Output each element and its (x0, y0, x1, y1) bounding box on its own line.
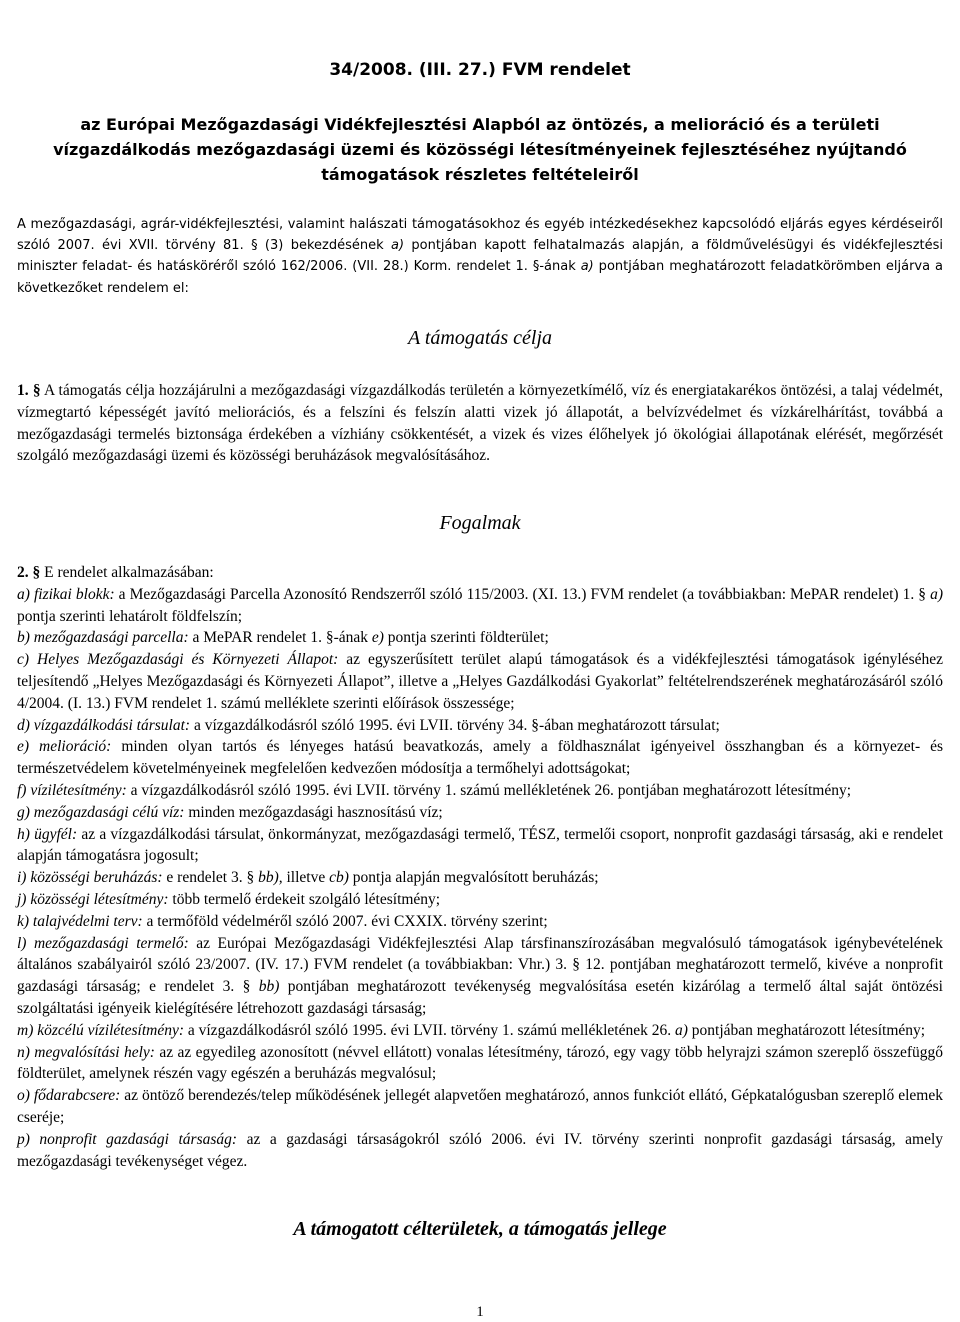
definition-text: a vízgazdálkodásról szóló 1995. évi LVII. törvény 34. §-ában meghatározott társulat; (190, 716, 720, 734)
heading-definitions: Fogalmak (439, 512, 521, 534)
definition-text-2: illetve (282, 869, 330, 887)
definition-text: e rendelet 3. § (162, 869, 259, 887)
definition-text: az Európai Mezőgazdasági Vidékfejlesztési Alap társfinanszírozásában megvalósuló támogatások igénybevételének általános szabályairól szóló 23/2007. (IV. 17.) FVM rendelet (a továbbiakban: Vhr.) 3. § 12. pontjában meghatározott termelő, kivéve a nonprofit gazdasági társaság; e rendelet 3. § (17, 934, 943, 996)
section-2-number: 2. § (17, 564, 41, 581)
definition-text: a vízgazdálkodásról szóló 1995. évi LVII. törvény 1. számú mellékletének 26. pontjában meghatározott létesítmény; (126, 781, 852, 799)
section-2-intro (17, 562, 943, 584)
definition-ref: e) (371, 629, 384, 647)
definition-term: m) közcélú vízilétesítmény: (17, 1021, 184, 1039)
definition-term: n) megvalósítási hely: (17, 1043, 155, 1061)
definition-item (17, 889, 943, 911)
definition-text: minden mezőgazdasági hasznosítású víz; (184, 803, 443, 821)
definition-ref: a) (930, 585, 943, 603)
document-subtitle: az Európai Mezőgazdasági Vidékfejlesztési Alapból az öntözés, a melioráció és a területi vízgazdálkodás mezőgazdasági üzemi és közösségi létesítményeinek fejlesztéséhez nyújtandó támogatások részletes feltételeiről (53, 115, 907, 184)
definition-text: az a vízgazdálkodási társulat, önkormányzat, mezőgazdasági termelő, TÉSZ, termelői csoport, nonprofit gazdasági társaság, aki e rendelet alapján támogatásra jogosult; (17, 825, 943, 865)
definition-ref: a) (674, 1021, 688, 1039)
preamble-text-3: pontjában meghatározott feladatkörömben eljárva a következőket rendelem el: (17, 259, 943, 296)
definition-text-2: pontja szerinti földterület; (383, 629, 549, 647)
definition-text-3: pontja alapján megvalósított beruházás; (348, 869, 599, 887)
definition-item (17, 584, 943, 628)
definition-text: a MePAR rendelet 1. §-ának (188, 629, 372, 647)
definition-term: f) vízilétesítmény: (17, 781, 127, 799)
definition-text: a vízgazdálkodásról szóló 1995. évi LVII. törvény 1. számú mellékletének 26. (184, 1021, 675, 1039)
heading-areas: A támogatott célterületek, a támogatás jellege (293, 1218, 667, 1240)
definition-term: i) közösségi beruházás: (17, 869, 163, 887)
definition-item (17, 715, 943, 737)
definition-ref: bb) (258, 978, 280, 996)
definition-term: c) Helyes Mezőgazdasági és Környezeti Állapot: (17, 651, 339, 669)
definition-text: több termelő érdekeit szolgáló létesítmény; (168, 890, 441, 908)
definition-ref-2: cb) (329, 869, 349, 887)
definition-item (17, 649, 943, 714)
definition-item (17, 802, 943, 824)
definition-item (17, 867, 943, 889)
definition-term: g) mezőgazdasági célú víz: (17, 803, 185, 821)
definition-item (17, 627, 943, 649)
definition-text: az az egyedileg azonosított (névvel ellátott) vonalas létesítmény, tározó, egy vagy több helyrajzi számon szereplő összefüggő földterület, amelynek részén vagy egészén a beruházás megvalósul; (17, 1043, 943, 1083)
definitions-list (17, 562, 943, 1172)
definition-item (17, 824, 943, 868)
definition-term: l) mezőgazdasági termelő: (17, 934, 189, 952)
definition-term: a) fizikai blokk: (17, 585, 115, 603)
definition-term: h) ügyfél: (17, 825, 78, 843)
section-1-number: 1. § (17, 382, 41, 399)
definition-item (17, 780, 943, 802)
section-1-text: A támogatás célja hozzájárulni a mezőgazdasági vízgazdálkodás területén a környezetkímélő, víz és energiatakarékos öntözési, a talaj védelmét, vízmegtartó képességét javító meliorációs, és a felszíni és felszín alatti vizek jó állapotát, a belvízvédelmet és vízkárelhárítást, továbbá a mezőgazdasági termelés biztonsága érdekében a vízhiány csökkentését, a vizek és vizes élőhelyek jó ökológiai állapotának elérését, megőrzését szolgáló mezőgazdasági üzemi és közösségi beruházások megvalósításához. (17, 382, 944, 465)
section-1-paragraph (17, 380, 943, 467)
preamble-ref-2: a) (580, 259, 594, 275)
definition-term: j) közösségi létesítmény: (17, 890, 169, 908)
preamble-text-2: pontjában kapott felhatalmazás alapján, a földművelésügyi és vidékfejlesztési miniszter feladat- és hatásköréről szóló 162/2006. (VII. 28.) Korm. rendelet 1. §-ának (17, 238, 943, 275)
definition-item (17, 1085, 943, 1129)
definition-term: b) mezőgazdasági parcella: (17, 629, 189, 647)
definition-item (17, 1129, 943, 1173)
definition-item (17, 1020, 943, 1042)
document-title: 34/2008. (III. 27.) FVM rendelet (329, 60, 631, 80)
definition-text: a termőföld védelméről szóló 2007. évi CXXIX. törvény szerint; (142, 912, 548, 930)
definition-term: k) talajvédelmi terv: (17, 912, 143, 930)
preamble-ref-1: a) (390, 238, 405, 254)
section-2-intro-text: E rendelet alkalmazásában: (40, 564, 214, 581)
definition-text-2: pontjában meghatározott létesítmény; (687, 1021, 926, 1039)
page-number: 1 (476, 1304, 484, 1320)
definition-ref: bb), (258, 869, 283, 887)
definition-item (17, 911, 943, 933)
definition-term: p) nonprofit gazdasági társaság: (17, 1130, 238, 1148)
definition-text: az egyszerűsített terület alapú támogatások és a vidékfejlesztési támogatások igényléséhez teljesítendő „Helyes Mezőgazdasági és Környezeti Állapot”, illetve a „Helyes Gazdálkodási Gyakorlat” feltételrendszerének meghatározásáról szóló 4/2004. (I. 13.) FVM rendelet 1. számú melléklete szerinti előírások összessége; (17, 651, 943, 712)
definition-term: d) vízgazdálkodási társulat: (17, 716, 191, 734)
definition-item (17, 933, 943, 1020)
definition-text: az öntöző berendezés/telep működésének jellegét alapvetően meghatározó, annos funkciót ellátó, Gépkatalógusban szereplő elemek cseréje; (17, 1087, 943, 1126)
definition-text-2: pontja szerinti lehatárolt földfelszín; (17, 607, 243, 625)
definition-text-2: pontjában meghatározott tevékenység megvalósítása esetén kizárólag a termelő által saját öntözési szolgáltatási igényeik kielégítésére létrehozott gazdasági társaság; (17, 978, 943, 1017)
definition-text: a Mezőgazdasági Parcella Azonosító Rendszerről szóló 115/2003. (XI. 13.) FVM rendelet (a továbbiakban: MePAR rendelet) 1. § (114, 585, 931, 603)
definition-term: e) melioráció: (17, 738, 112, 756)
preamble-text-1: A mezőgazdasági, agrár-vidékfejlesztési, valamint halászati támogatásokhoz és egyéb intézkedésekhez kapcsolódó eljárás egyes kérdéseiről szóló 2007. évi XVII. törvény 81. § (3) bekezdésének (17, 217, 943, 254)
definition-item (17, 736, 943, 780)
definition-term: o) fődarabcsere: (17, 1087, 121, 1105)
heading-purpose: A támogatás célja (407, 327, 553, 349)
preamble (17, 214, 943, 299)
definition-text: az a gazdasági társaságokról szóló 2006. évi IV. törvény szerinti nonprofit gazdasági társaság, amely mezőgazdasági tevékenységet végez. (17, 1130, 943, 1170)
definition-item (17, 1042, 943, 1086)
definition-text: minden olyan tartós és lényeges hatású beavatkozás, amely a földhasználat igényeivel összhangban és a környezet- és természetvédelem követelményeinek megfelelően kedvezően módosítja a termőhelyi adottságokat; (17, 738, 944, 778)
